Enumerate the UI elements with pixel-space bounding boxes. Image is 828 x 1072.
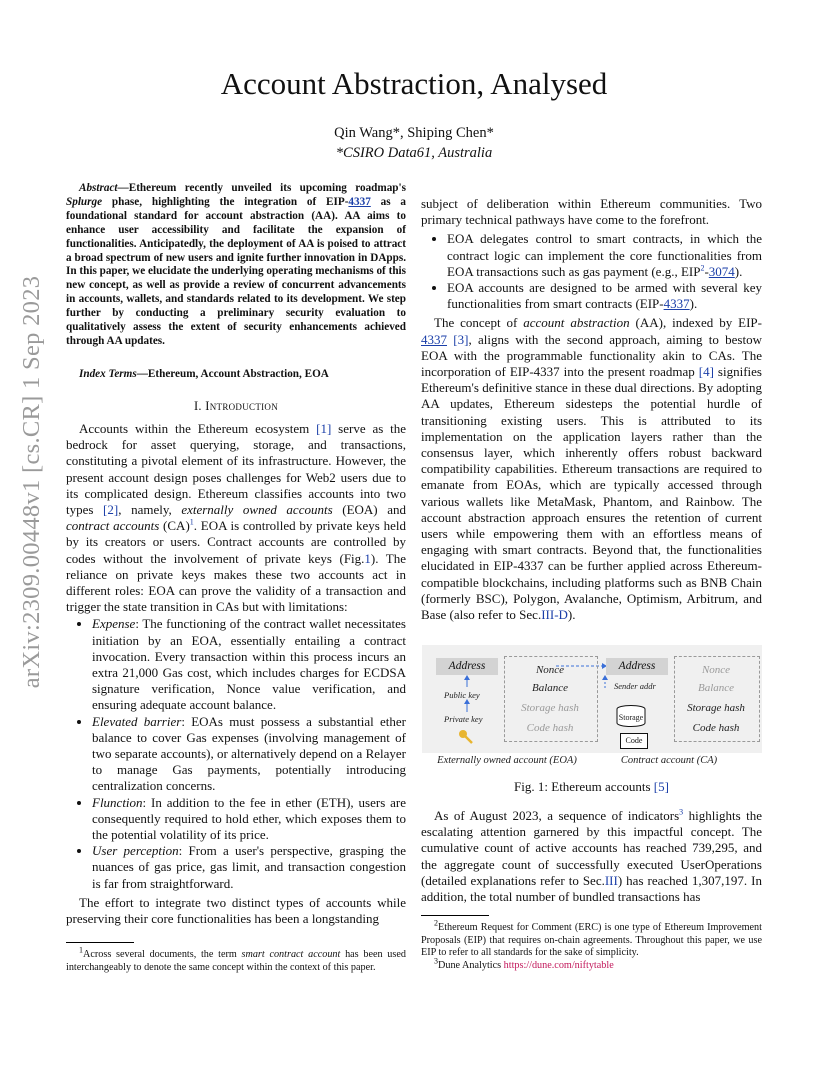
ca-label: Contract account (CA) (620, 755, 718, 766)
list-item: • User perception: From a user's perspective, grasping the nuances of gas price, gas limit, and transaction congestion is far from straightforward. (92, 843, 406, 892)
paper-authors: Qin Wang*, Shiping Chen* (334, 125, 494, 141)
indicators-paragraph: As of August 2023, a sequence of indicators$^3$ highlights the escalating attention garnered by this impactful concept. The cumulative count of active accounts has reached 739,295, and the aggregate count of successfully executed UserOperations (detailed explanations refer to Sec.III) has reached 1,307,197. In addition, the total number of bundled transactions has (421, 807, 763, 905)
eoa-label: Externally owned account (EOA) (437, 755, 577, 766)
figure-caption: Fig. 1: Ethereum accounts [5] (514, 779, 669, 794)
dune-url-link[interactable]: https://dune.com/niftytable (503, 960, 614, 971)
eoa-nonce: Nonce (535, 664, 565, 676)
ref-1-link[interactable]: [1] (316, 421, 332, 436)
aa-paragraph: The concept of account abstraction (AA), indexed by EIP-4337 [3], aligns with the second approach, aiming to bestow EOA with the programmable functionality akin to CAs. The incorporation of EIP-4337 into the present roadmap [4] signifies Ethereum's definitive stance in these dual directions. By adopting AA updates, Ethereum sidesteps the potential hurdle of transitioning existing users. This is attributed to its implementation on the application layers rather than the consensus layer, which inherently offers robust backward compatibility capabilities. Ethereum transactions are required to emanate from EOAs, which are typically accessed through various wallets like MetaMask, Phantom, and Rainbow. The account abstraction approach ensures the retention of current users while empowering them with an effortless means of engaging with smart contracts. Beyond that, the functionalities elucidated in EIP-4337 can be further applied across Ethereum-compatible blockchains, including platforms such as BNB Chain (formerly BSC), Polygon, Avalanche, Optimism, Arbitrum, and Base (also refer to Sec.III-D). (421, 315, 762, 623)
footnote-1: $^1$Across several documents, the term smart contract account has been used interchangeably to denote the same concept within the context of this paper. (66, 945, 406, 973)
paper-affiliation: *CSIRO Data61, Australia (335, 145, 493, 161)
eoa-code-hash: Code hash (526, 722, 574, 734)
intro-paragraph-2: The effort to integrate two distinct types of accounts while preserving their core functionalities has been a longstanding (66, 894, 406, 927)
abstract: Abstract—Ethereum recently unveiled its upcoming roadmap's Splurge phase, highlighting the integration of EIP-4337 as a foundational standard for account abstraction (AA). AA aims to enhance user accessibility and facilitate the expansion of functionalities. Anticipatedly, the deployment of AA is poised to attract a broad spectrum of new users and ignite further innovation in DApps. In this paper, we elucidate the underlying operating mechanisms of this new concept, as well as provide a review of concurrent advancements in accounts, wallets, and standards related to its development. We step further by conducting a preliminary security evaluation to qualitatively assess the extent of security enhancements achieved through AA updates. (66, 182, 406, 347)
intro-body (66, 421, 406, 927)
eip-4337-link[interactable]: 4337 (421, 331, 447, 347)
eoa-storage-hash: Storage hash (521, 702, 579, 714)
list-item: • EOA delegates control to smart contracts, in which the contract logic can implement the core functionalities from EOA transactions such as gas payment (e.g., EIP$^2$-3074). (447, 231, 762, 280)
ref-2-link[interactable]: [2] (103, 502, 119, 518)
ca-storage-label: Storage (618, 713, 644, 722)
footnote-2-mark[interactable]: 2 (700, 263, 705, 273)
footnote-rule (421, 915, 489, 916)
ca-address-box: Address (606, 658, 668, 675)
list-item: • Flunction: In addition to the fee in ether (ETH), users are consequently required to hold ether, which exposes them to the potential volatility of its price. (92, 795, 406, 844)
eip-4337-link[interactable]: 4337 (348, 195, 371, 208)
figure-ethereum-accounts (422, 645, 762, 753)
ca-nonce: Nonce (701, 664, 731, 676)
paper-title: Account Abstraction, Analysed (220, 66, 608, 101)
sec-3d-link[interactable]: III-D (541, 607, 568, 623)
pathways-list (421, 231, 762, 312)
eoa-public-key: Public key (444, 690, 480, 700)
ca-storage-hash: Storage hash (687, 702, 745, 714)
footnote-2: $^2$Ethereum Request for Comment (ERC) is one type of Ethereum Improvement Proposals (EIP) that requires on-chain agreements. Throughout this paper, we use EIP to refer to all standards for the sake of simplicity. (421, 918, 762, 958)
sec-3-link[interactable]: III (604, 872, 618, 888)
intro-paragraph-1: Accounts within the Ethereum ecosystem [1] serve as the bedrock for asset querying, storage, and transactions, constituting a pivotal element of its infrastructure. However, the present account design poses challenges for Web2 users due to its complicated design. Ethereum classifies accounts into two types [2], namely, externally owned accounts (EOA) and contract accounts (CA)$^1$. EOA is controlled by private keys held by its creators or users. Contract accounts are controlled by codes without the involvement of private keys (Fig.1). The reliance on private keys makes these two accounts act in different roles: EOA can prove the validity of a transaction and trigger the state transition in CAs but with limitations: (66, 421, 407, 615)
list-item: • Expense: The functioning of the contract wallet necessitates initiation by an EOA, essentially entailing a contract invocation. Every transaction within this process incurs an extra 21,000 Gas cost, which includes charges for ECDSA signature verification, Nonce value verification, and ensuring adequate account balance. (92, 616, 406, 713)
ca-code-box: Code (620, 733, 648, 749)
arxiv-stamp (12, 262, 52, 702)
ca-sender-addr: Sender addr (614, 681, 656, 691)
arxiv-id[interactable]: arXiv:2309.00448v1 [cs.CR] 1 Sep 2023 (18, 275, 45, 689)
eoa-balance: Balance (531, 682, 569, 694)
ca-code-hash: Code hash (692, 722, 740, 734)
list-item: • Elevated barrier: EOAs must possess a substantial ether balance to cover Gas expenses (involving management of two separate accounts), or alternatively depend on a Relayer to manage Gas payments, potentially introducing centralization concerns. (92, 714, 406, 795)
eip-4337-link[interactable]: 4337 (663, 296, 690, 312)
footnote-1-mark[interactable]: 1 (189, 517, 194, 527)
right-column-top (421, 196, 762, 623)
eoa-private-key: Private key (444, 714, 483, 724)
section-heading-introduction: I. Introduction (193, 399, 279, 413)
ca-balance: Balance (697, 682, 735, 694)
list-item: • EOA accounts are designed to be armed with several key functionalities from smart contracts (EIP-4337). (447, 280, 762, 312)
key-icon (458, 729, 476, 745)
paragraph: subject of deliberation within Ethereum communities. Two primary technical pathways have come to the forefront. (421, 196, 762, 228)
ref-4-link[interactable]: [4] (698, 364, 714, 380)
eoa-address-box: Address (436, 658, 498, 675)
ref-5-link[interactable]: [5] (653, 779, 669, 794)
abstract-label: Abstract (79, 182, 118, 194)
ref-3-link[interactable]: [3] (453, 331, 469, 347)
index-terms-label: Index Terms (79, 368, 137, 380)
eip-3074-link[interactable]: 3074 (708, 263, 735, 279)
footnote-rule (66, 942, 134, 943)
footnote-3-mark[interactable]: 3 (679, 807, 684, 817)
fig-1-link[interactable]: 1 (364, 550, 371, 566)
limitations-list (66, 616, 406, 891)
index-terms: Index Terms—Ethereum, Account Abstraction, EOA (79, 368, 329, 380)
footnote-3: $^3$Dune Analytics https://dune.com/niftytable (434, 956, 614, 971)
